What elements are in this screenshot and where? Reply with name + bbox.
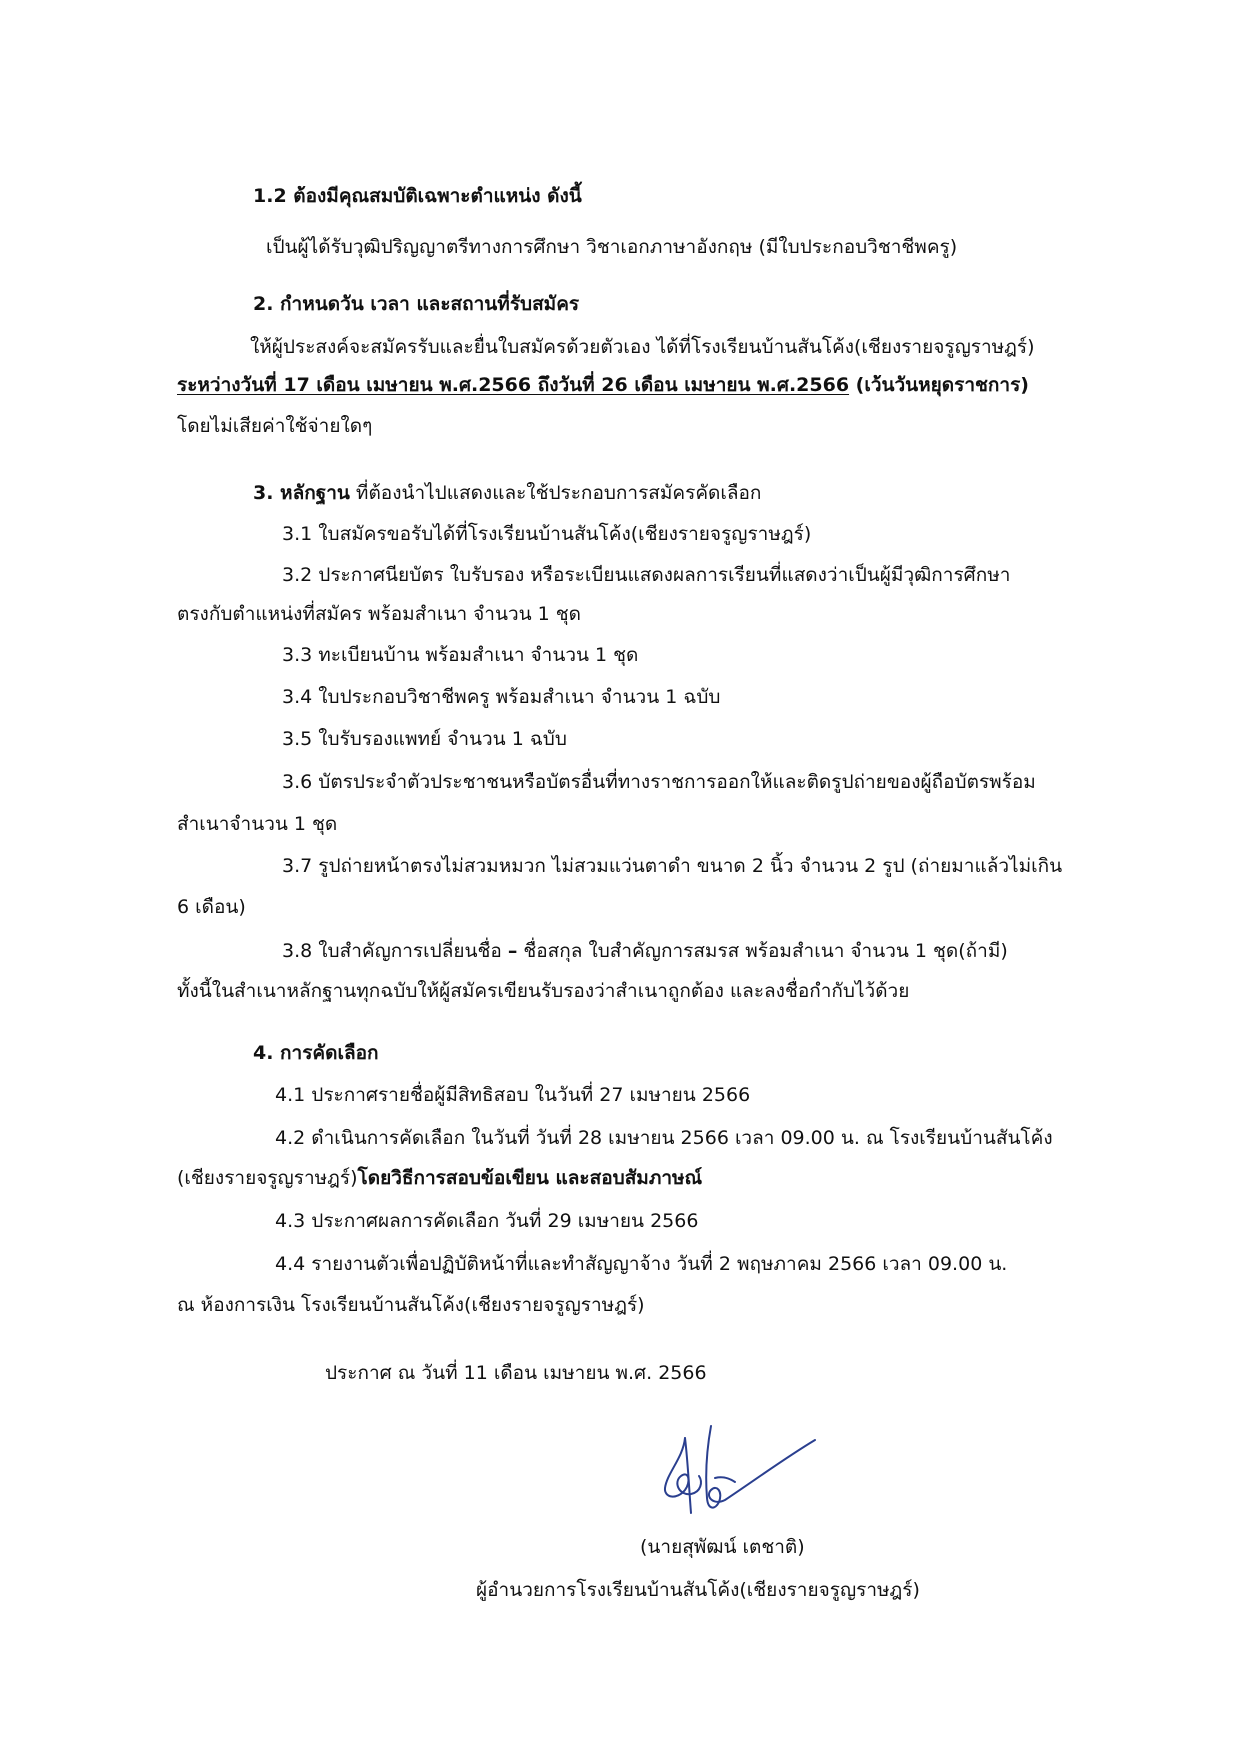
section-2-heading: 2. กำหนดวัน เวลา และสถานที่รับสมัคร (253, 293, 580, 315)
item-4-2-bold: โดยวิธีการสอบข้อเขียน และสอบสัมภาษณ์ (357, 1167, 703, 1189)
section-2-line3: โดยไม่เสียค่าใช้จ่ายใดๆ (177, 415, 373, 437)
item-4-1: 4.1 ประกาศรายชื่อผู้มีสิทธิสอบ ในวันที่ 27 เมษายน 2566 (275, 1084, 751, 1106)
item-3-2-line1: 3.2 ประกาศนียบัตร ใบรับรอง หรือระเบียนแสดงผลการเรียนที่แสดงว่าเป็นผู้มีวุฒิการศึกษา (282, 564, 1011, 586)
item-3-8-post: ชื่อสกุล ใบสำคัญการสมรส พร้อมสำเนา จำนวน 1 ชุด(ถ้ามี) (517, 940, 1008, 962)
signer-title: ผู้อำนวยการโรงเรียนบ้านสันโค้ง(เชียงรายจรูญราษฎร์) (476, 1579, 920, 1601)
item-3-8-dash: – (507, 940, 518, 962)
signature-image (655, 1418, 825, 1523)
signer-name: (นายสุพัฒน์ เตชาติ) (640, 1536, 805, 1558)
section-1-2-text: เป็นผู้ได้รับวุฒิปริญญาตรีทางการศึกษา วิชาเอกภาษาอังกฤษ (มีใบประกอบวิชาชีพครู) (266, 236, 958, 258)
item-3-6-line1: 3.6 บัตรประจำตัวประชาชนหรือบัตรอื่นที่ทางราชการออกให้และติดรูปถ่ายของผู้ถือบัตรพร้อม (282, 771, 1036, 793)
section-3-heading: 3. หลักฐาน (253, 482, 350, 504)
section-3-heading-line (253, 479, 761, 507)
section-2-period-note: (เว้นวันหยุดราชการ) (849, 374, 1029, 396)
item-4-4-line1: 4.4 รายงานตัวเพื่อปฏิบัติหน้าที่และทำสัญญาจ้าง วันที่ 2 พฤษภาคม 2566 เวลา 09.00 น. (275, 1253, 1008, 1275)
section-2-period: ระหว่างวันที่ 17 เดือน เมษายน พ.ศ.2566 ถึงวันที่ 26 เดือน เมษายน พ.ศ.2566 (177, 374, 850, 396)
section-1-2-heading: 1.2 ต้องมีคุณสมบัติเฉพาะตำแหน่ง ดังนี้ (253, 185, 582, 207)
section-2-period-line (177, 371, 1029, 399)
item-3-1: 3.1 ใบสมัครขอรับได้ที่โรงเรียนบ้านสันโค้ง(เชียงรายจรูญราษฎร์) (282, 523, 812, 545)
item-3-5: 3.5 ใบรับรองแพทย์ จำนวน 1 ฉบับ (282, 728, 567, 750)
section-3-heading-rest: ที่ต้องนำไปแสดงและใช้ประกอบการสมัครคัดเลือก (349, 482, 762, 504)
section-4-heading: 4. การคัดเลือก (253, 1042, 379, 1064)
item-4-4-line2: ณ ห้องการเงิน โรงเรียนบ้านสันโค้ง(เชียงรายจรูญราษฎร์) (177, 1294, 645, 1316)
item-3-8-line1 (282, 937, 1008, 965)
item-4-2-line2 (177, 1164, 702, 1192)
item-3-6-line2: สำเนาจำนวน 1 ชุด (177, 813, 338, 835)
item-4-2-pre: (เชียงรายจรูญราษฎร์) (177, 1167, 358, 1189)
item-3-7-line2: 6 เดือน) (177, 896, 246, 918)
item-4-3: 4.3 ประกาศผลการคัดเลือก วันที่ 29 เมษายน 2566 (275, 1210, 699, 1232)
announcement-date: ประกาศ ณ วันที่ 11 เดือน เมษายน พ.ศ. 2566 (325, 1362, 707, 1384)
item-3-8-line2: ทั้งนี้ในสำเนาหลักฐานทุกฉบับให้ผู้สมัครเขียนรับรองว่าสำเนาถูกต้อง และลงชื่อกำกับไว้ด้วย (177, 980, 910, 1002)
item-3-3: 3.3 ทะเบียนบ้าน พร้อมสำเนา จำนวน 1 ชุด (282, 644, 639, 666)
item-4-2-line1: 4.2 ดำเนินการคัดเลือก ในวันที่ วันที่ 28 เมษายน 2566 เวลา 09.00 น. ณ โรงเรียนบ้านสันโค้ง (275, 1127, 1053, 1149)
section-2-line1: ให้ผู้ประสงค์จะสมัครรับและยื่นใบสมัครด้วยตัวเอง ได้ที่โรงเรียนบ้านสันโค้ง(เชียงรายจรูญราษฎร์) (250, 336, 1035, 358)
item-3-8-pre: 3.8 ใบสำคัญการเปลี่ยนชื่อ (282, 940, 508, 962)
item-3-4: 3.4 ใบประกอบวิชาชีพครู พร้อมสำเนา จำนวน 1 ฉบับ (282, 686, 721, 708)
item-3-2-line2: ตรงกับตำแหน่งที่สมัคร พร้อมสำเนา จำนวน 1 ชุด (177, 603, 582, 625)
item-3-7-line1: 3.7 รูปถ่ายหน้าตรงไม่สวมหมวก ไม่สวมแว่นตาดำ ขนาด 2 นิ้ว จำนวน 2 รูป (ถ่ายมาแล้วไม่เกิน (282, 855, 1063, 877)
